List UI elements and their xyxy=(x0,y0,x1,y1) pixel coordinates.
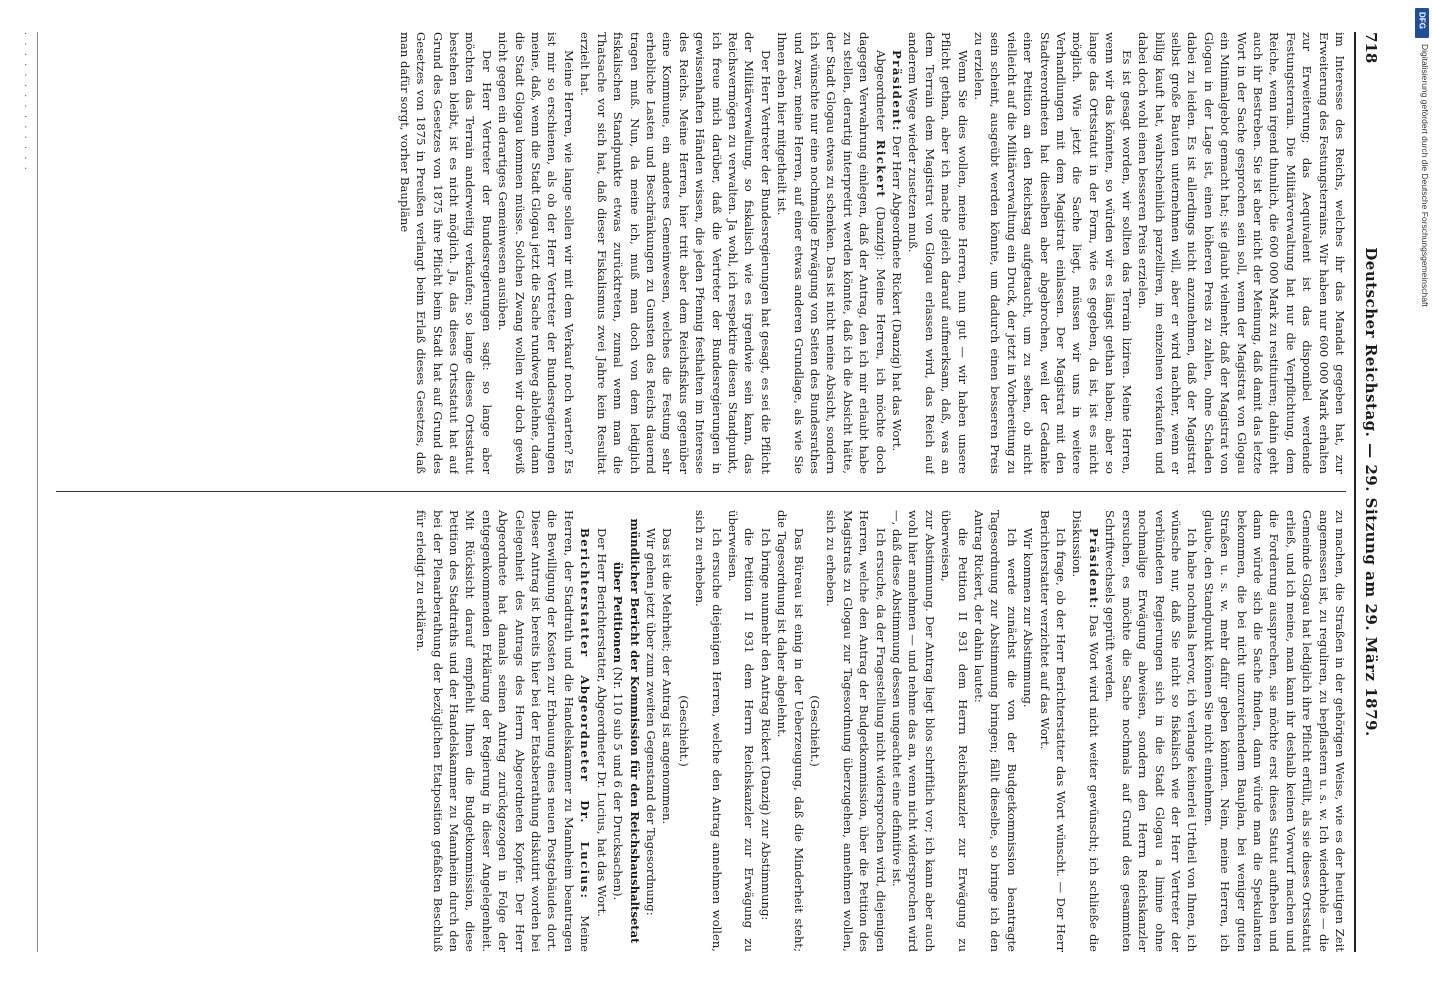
paragraph: zu machen, die Straßen in der gehörigen Weise, wie es der heutigen Zeit angemessen ist, zu reguliren, zu bepflastern u. s. w. Ich wiederhole — die Gemeinde Glogau hat lediglich ihre Pflicht erfüllt, als sie dieses Ortsstatut erließ, und ich meine, man kann ihr deshalb keinen Vorwurf machen und die Forderung aussprechen, sie möchte erst dieses Statut aufheben und dann würde sich die Sache finden, dann würde man die Spekulanten bekommen, die bei nicht unzureichendem Bauplan, bei weniger guten Straßen u. s. w. mehr dafür geben könnten. Nein, meine Herren, ich glaube, den Standpunkt können Sie nicht einnehmen. xyxy=(1201,510,1347,952)
paragraph: Es ist gesagt worden, wir sollten das Terrain liziren. Meine Herren, wenn wir das könnten, so würden wir es längst gethan haben; aber so lange das Ortsstatut in der Form, wie es gegeben, da ist, ist es nicht möglich. Wie jetzt die Sache liegt, müssen wir uns in weitere Verhandlungen mit dem Magistrat einlassen. Der Magistrat mit den Stadtverordneten hat dieselben aber abgebrochen, weil der Gedanke einer Petition an den Reichstag aufgetaucht, um zu sehen, ob nicht vielleicht auf die Militärverwaltung ein Druck, der jetzt in Vorbereitung zu sein scheint, ausgeübt werden könnte, um dadurch einen besseren Preis zu erzielen. xyxy=(972,32,1134,474)
paragraph: Der Herr Berichterstatter, Abgeordneter Dr. Lucius, hat das Wort. xyxy=(594,528,609,917)
paragraph: Ich ersuche diejenigen Herren, welche den Antrag annehmen wollen, sich zu erheben. xyxy=(693,510,724,952)
speaker-name: Rickert xyxy=(873,139,888,199)
speaker-name: Präsident: xyxy=(890,50,905,132)
agenda-bold-title: mündlicher Bericht der Kommission für den Reichshaushaltsetat über Petitionen xyxy=(611,518,642,944)
speech-text: Der Herr Abgeordnete Rickert (Danzig) hat das Wort. xyxy=(890,135,905,452)
speech-text: Das Wort wird nicht weiter gewünscht; ich schließe die Diskussion. xyxy=(1070,510,1101,952)
paragraph: Ich bringe nunmehr den Antrag Rickert (Danzig) zur Abstimmung: xyxy=(758,528,773,921)
speaker-name: Präsident: xyxy=(1086,528,1101,610)
paragraph: Der Herr Vertreter der Bundesregierungen sagt: so lange aber möchten das Terrain anderweitig verkaufen; so lange dieses Ortsstatut bestehen bleibt, ist es nicht möglich. Ja, das dieses Ortsstatut hat auf Grund des Gesetzes von 1875 ihre Pflicht beim Stadt hat auf Grund des Gesetzes von 1875 in Preußen verlangt beim Erlaß dieses Gesetzes, daß man dafür sorgt, vorher Baupläne xyxy=(397,32,494,474)
paragraph: Das Büreau ist einig in der Ueberzeugung, daß die Minderheit steht; die Tagesordnung ist daher abgelehnt. xyxy=(775,510,806,952)
footer-marks: . . . . . . . . . . . . . . xyxy=(22,32,33,172)
paragraph: Ich ersuche, da der Fragestellung nicht widersprochen wird, diejenigen Herren, welche den Antrag der Budgetkommission, über die Petition des Magistrats zu Glogau zur Tagesordnung überzugehen, annehmen wollen, sich zu erheben. xyxy=(824,510,888,952)
paragraph: Ich frage, ob der Herr Berichterstatter das Wort wünscht. — Der Herr Berichterstatter verzichtet auf das Wort. xyxy=(1037,510,1069,952)
agenda-title xyxy=(610,510,643,952)
digitization-note-text: Digitalisierung gefördert durch die Deutsche Forschungsgemeinschaft xyxy=(1420,44,1430,307)
paragraph: Das ist die Mehrheit; der Antrag ist angenommen. xyxy=(660,528,675,825)
dfg-logo xyxy=(1415,8,1429,38)
paragraph: Der Herr Vertreter der Bundesregierungen hat gesagt, es sei die Pflicht der Militärverwaltung, so fiskalisch wie es irgendwie sein kann, das Reichsvermögen zu verwalten. Ja wohl, ich respektire diesen Standpunkt, ich freue mich darüber, daß die Vertreter der Bundesregierungen in gewissenhaften Händen wissen, die jeden Pfennig festhalten im Interesse des Reichs. Meine Herren, hier tritt aber dem Reichsfiskus gegenüber eine Kommune, ein anderes Gemeinwesen, welches die Festung sehr erhebliche Lasten und Beschränkungen zu Gunsten des Reichs dauernd tragen muß. Nun, da meine ich, muß man doch von dem lediglich fiskalischen Standpunkte etwas zurücktreten, zumal wenn man die Thatsache vor sich hat, daß dieser Fiskalismus zwei Jahre kein Resultat erzielt hat. xyxy=(578,32,773,474)
left-column xyxy=(48,32,1348,474)
page-header xyxy=(1354,32,1386,952)
right-column xyxy=(48,510,1348,952)
president-remark xyxy=(889,32,905,474)
motion-text: die Petition II 931 dem Herrn Reichskanzler zur Erwägung zu überweisen, xyxy=(939,510,970,952)
digitization-note xyxy=(1420,44,1430,484)
speech-rickert xyxy=(774,32,889,474)
paragraph: Ich werde zunächst die von der Budgetkommission beantragte Tagesordnung zur Abstimmung bringen; fällt dieselbe, so bringe ich den Antrag Rickert, der dahin lautet: xyxy=(972,510,1019,952)
column-divider xyxy=(56,491,1346,492)
speaker-role: Abgeordneter xyxy=(873,50,888,132)
document-body xyxy=(48,32,1348,952)
paragraph: Wir kommen zur Abstimmung. xyxy=(1021,528,1036,708)
page-number: 718 xyxy=(1362,32,1380,64)
agenda-lead: Wir gehen jetzt über zum zweiten Gegenstand der Tagesordnung: xyxy=(643,528,658,916)
speech-text: (Danzig): Meine Herren, ich möchte doch dagegen Verwahrung einlegen, daß der Antrag, den ich mir erlaubt habe zu stellen, derartig interpretirt werden könnte, daß ich die Absicht hätte, der Stadt Glogau etwas zu schenken. Das ist nicht meine Absicht, sondern ich wünschte nur eine nochmalige Erwägung von Seiten des Bundesrathes und zwar, meine Herren, auf einer etwas anderen Grundlage, als wie Sie Ihnen eben hier mitgetheilt ist. xyxy=(775,32,888,474)
speech-text: Meine Herren, der Stadtrath und die Handelskammer zu Mannheim beantragen die Bewilligung der Kosten zur Erbauung eines neuen Postgebäudes dort. Dieser Antrag ist bereits hier bei der Etatsberathung diskutirt worden bei Gelegenheit des Antrags des Herrn Abgeordneten Kopfer. Der Herr Abgeordnete hat damals seinen Antrag zurückgezogen in Folge der entgegenkommenden Erklärung der Regierung in dieser Angelegenheit. Mit Rücksicht darauf empfiehlt Ihnen die Budgetkommission, diese Petition des Stadtraths und der Handelskammer zu Mannheim durch den bei der Plenarberathung der bezüglichen Etatposition gefaßten Beschluß für erledigt zu erklären. xyxy=(414,510,593,952)
agenda-item xyxy=(643,510,659,952)
paragraph: Meine Herren, wie lange sollen wir mit dem Verkauf noch warten? Es ist mir so erschienen, als ob der Herr Vertreter der Bundesregierungen meine, daß, wenn die Stadt Glogau jetzt die Sache rundweg ablehne, dann die Stadt Glogau kommen müsse. Solchen Zwang wollen wir doch gewiß nicht gegen ein derartiges Gemeinwesen ausüben. xyxy=(496,32,576,474)
stage-direction: (Geschieht.) xyxy=(676,695,691,767)
paragraph: Ich habe nochmals hervor, ich verlange keinerlei Urtheil von Ihnen, ich wünsche nur, daß Sie nicht so fiskalisch wie der Herr Vertreter der verbündeten Regierungen sich in die Stadt Glogau a limine ohne nochmalige Erwägung abweisen, sondern den Herrn Reichskanzler ersuchen, es möchte die Sache nochmals auf Grund des gesammten Schriftwechsels geprüft werden. xyxy=(1103,510,1200,952)
page-footer xyxy=(11,32,38,952)
stage-direction: (Geschieht.) xyxy=(808,695,822,767)
paragraph: Wenn Sie dies wollen, meine Herren, nun gut — wir haben unsere Pflicht gethan, aber ich mache gleich darauf aufmerksam, daß, was an dem Terrain dem Magistrat von Glogau erlassen wird, das Reich auf anderem Wege wieder zusetzen muß. xyxy=(906,32,970,474)
president-remark xyxy=(1069,510,1102,952)
agenda-detail: (Nr. 110 sub 5 und 6 der Drucksachen). xyxy=(611,666,626,901)
motion-text: die Petition II 931 dem Herrn Reichskanzler zur Erwägung zu überweisen. xyxy=(725,510,757,952)
paragraph: im Interesse des Reichs, welches ihr das Mandat gegeben hat, zur Erweiterung des Festungsterrains. Wir haben nur 600 000 Mark erhalten zur Erweiterung; das Aequivalent ist das disponibel werdende Festungsterrain. Die Militärverwaltung hat nur die Verpflichtung, dem Reiche, wenn irgend thunlich, die 600 000 Mark zu restituiren; dahin geht auch ihr Bestreben. Sie ist aber nicht der Meinung, daß damit das letzte Wort in der Sache gesprochen sein soll, wenn der Magistrat von Glogau ein Minimalgebot gemacht hat; sie glaubt vielmehr, daß der Magistrat von Glogau in der Lage ist, einen höheren Preis zu zahlen, ohne Schaden dabei zu leiden. Es ist allerdings nicht anzunehmen, daß der Magistrat selbst große Bauten unternehmen will, aber er wird nachher, wenn er billig kauft hat, wahrscheinlich parzelliren, im einzelnen verkaufen und dabei doch wohl einen besseren Preis erzielen. xyxy=(1136,32,1347,474)
speaker-name: Berichterstatter Abgeordneter Dr. Lucius: xyxy=(578,528,593,900)
speech-lucius xyxy=(413,510,593,952)
dfg-logo-text: DFG xyxy=(1417,12,1427,29)
page-title: Deutscher Reichstag. — 29. Sitzung am 29. März 1879. xyxy=(1362,247,1380,737)
rotated-document-page xyxy=(0,12,1392,972)
paragraph: zur Abstimmung. Der Antrag liegt blos schriftlich vor; ich kann aber auch wohl hier annehmen — und nehme das an, wenn nicht widersprochen wird —, daß diese Abstimmung dessen ungeachtet eine definitive ist. xyxy=(890,510,937,952)
